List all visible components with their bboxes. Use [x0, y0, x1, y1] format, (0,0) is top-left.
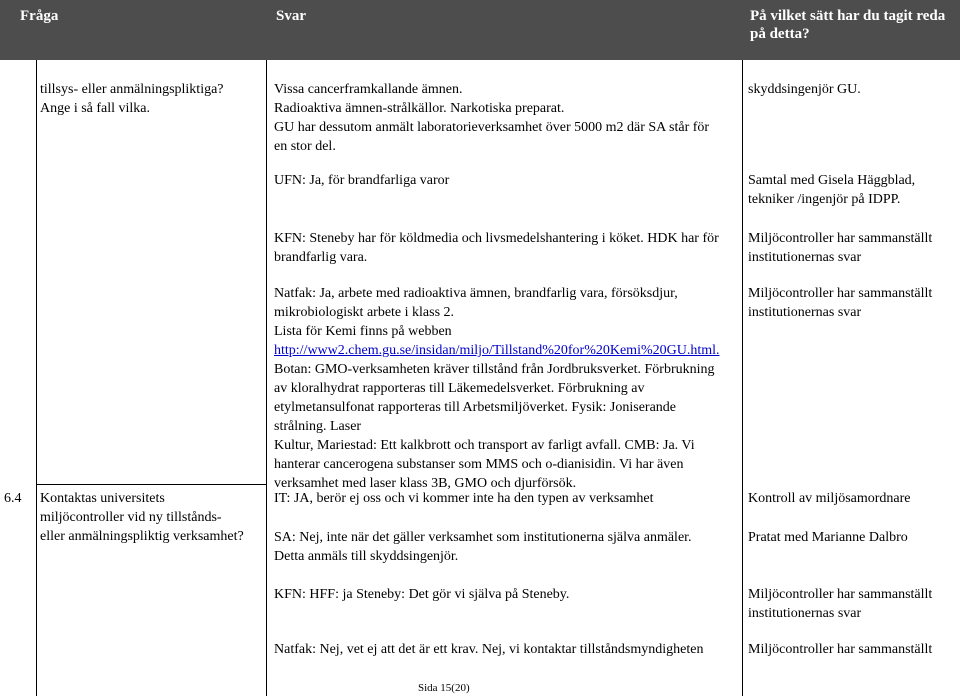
source-note: Miljöcontroller har sammanställt institutionernas svar: [748, 286, 933, 320]
column-divider: [742, 60, 743, 696]
header-question: Fråga: [20, 8, 59, 24]
table-header: [0, 0, 960, 60]
answer-block: Natfak: Nej, vet ej att det är ett krav. Nej, vi kontaktar tillståndsmyndigheten: [274, 642, 704, 657]
column-divider: [266, 60, 267, 696]
kemi-list-link[interactable]: http://www2.chem.gu.se/insidan/miljo/Tillstand%20for%20Kemi%20GU.html.: [274, 343, 720, 358]
row-divider: [36, 484, 266, 485]
header-method-line1: På vilket sätt har du tagit reda: [750, 8, 946, 24]
question-prev: tillsys- eller anmälningspliktiga? Ange i så fall vilka.: [40, 82, 224, 116]
header-answer: Svar: [276, 8, 306, 24]
answer-block: SA: Nej, inte när det gäller verksamhet som institutionerna själva anmäler. Detta anmäls till skyddsingenjör.: [274, 530, 692, 564]
answer-block: Vissa cancerframkallande ämnen. Radioaktiva ämnen-strålkällor. Narkotiska preparat. GU har dessutom anmält laboratorieverksamhet över 5000 m2 där SA står för en stor del.: [274, 82, 710, 154]
answer-block: Natfak: Ja, arbete med radioaktiva ämnen, brandfarlig vara, försöksdjur, mikrobiologiskt arbete i klass 2. Lista för Kemi finns på webben http://www2.chem.gu.se/insidan/miljo/Tillstand%20for%20Kemi%20GU.html. Botan: GMO-verksamheten kräver tillstånd från Jordbruksverket. Förbrukning av kloralhydrat rapporteras till Läkemedelsverket. Förbrukning av etylmetansulfonat rapporteras till Arbetsmiljöverket. Fysik: Joniserande strålning. Laser Kultur, Mariestad: Ett kalkbrott och transport av farligt avfall. CMB: Ja. Vi hanterar cancerogena substanser som MMS och o-dianisidin. Vi har även verksamhet med laser klass 3B, GMO och djurförsök.: [274, 286, 720, 491]
question-6-4: Kontaktas universitets miljöcontroller vid ny tillstånds- eller anmälningspliktig verksamhet?: [40, 491, 244, 544]
question-number: 6.4: [4, 491, 22, 506]
source-note: Kontroll av miljösamordnare: [748, 491, 911, 506]
page-number: Sida 15(20): [418, 682, 470, 694]
answer-block: KFN: Steneby har för köldmedia och livsmedelshantering i köket. HDK har för brandfarlig vara.: [274, 231, 719, 265]
answer-block: IT: JA, berör ej oss och vi kommer inte ha den typen av verksamhet: [274, 491, 654, 506]
source-note: Miljöcontroller har sammanställt institutionernas svar: [748, 231, 933, 265]
answer-block: UFN: Ja, för brandfarliga varor: [274, 173, 450, 188]
source-note: Pratat med Marianne Dalbro: [748, 530, 908, 545]
column-divider: [36, 60, 37, 696]
answer-block: KFN: HFF: ja Steneby: Det gör vi själva på Steneby.: [274, 587, 570, 602]
source-note: Samtal med Gisela Häggblad, tekniker /ingenjör på IDPP.: [748, 173, 916, 207]
source-note: Miljöcontroller har sammanställt institutionernas svar: [748, 587, 933, 621]
source-note: Miljöcontroller har sammanställt: [748, 642, 933, 657]
header-method-line2: på detta?: [750, 26, 810, 42]
source-note: skyddsingenjör GU.: [748, 82, 861, 97]
